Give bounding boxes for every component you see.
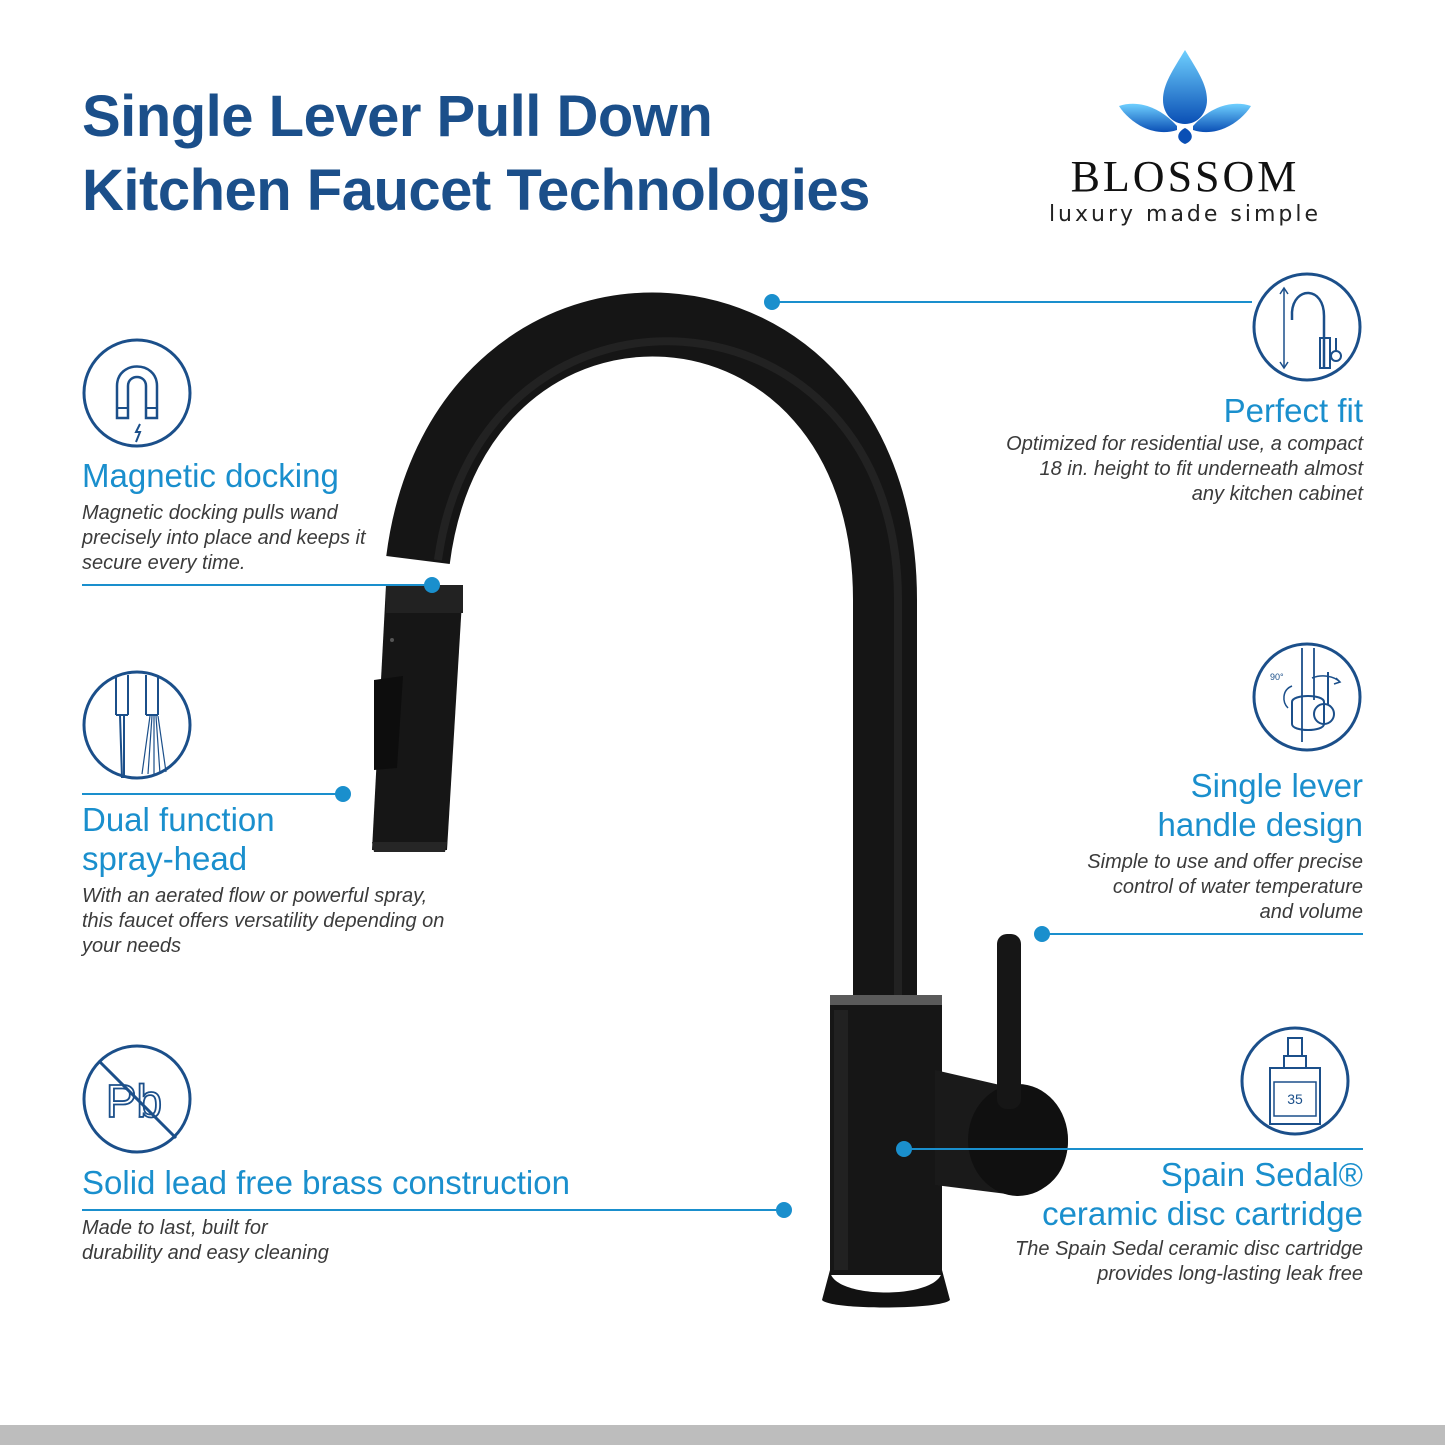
lead-free-desc-line1: Made to last, built for <box>82 1217 268 1239</box>
page-title-line1: Single Lever Pull Down <box>82 84 713 149</box>
single-lever-desc-line1: Simple to use and offer precise <box>1087 851 1363 873</box>
magnet-icon <box>82 338 192 448</box>
dual-function-title-line1: Dual function <box>82 801 275 838</box>
brand-name: BLOSSOM <box>1070 152 1300 201</box>
perfect-fit-desc-line2: 18 in. height to fit underneath almost <box>1039 458 1363 480</box>
cartridge-title <box>1042 1155 1363 1233</box>
dual-function-desc: With an aerated flow or powerful spray, this faucet offers versatility depending on your needs <box>82 885 445 957</box>
brand-tagline: luxury made simple <box>1048 202 1322 227</box>
cartridge-desc <box>1015 1237 1363 1287</box>
perfect-fit-title: Perfect fit <box>1223 392 1363 429</box>
cartridge-title-line1: Spain Sedal® <box>1160 1156 1363 1193</box>
single-lever-title-line2: handle design <box>1157 806 1363 843</box>
lead-free-icon <box>82 1044 192 1154</box>
single-lever-desc-line3: and volume <box>1259 901 1363 923</box>
lever-rotation-icon <box>1252 642 1362 752</box>
dual-function-title <box>82 800 275 878</box>
angle-label: 90° <box>1270 672 1284 682</box>
perfect-fit-desc-line1: Optimized for residential use, a compact <box>1006 433 1363 455</box>
magnetic-docking-desc: Magnetic docking pulls wand precisely into place and keeps it secure every time. <box>82 502 366 574</box>
cartridge-desc-line2: provides long-lasting leak free <box>1097 1263 1363 1285</box>
cartridge-title-line2: ceramic disc cartridge <box>1042 1195 1363 1232</box>
cartridge-label: 35 <box>1287 1091 1303 1107</box>
faucet-height-icon <box>1252 272 1362 382</box>
lead-free-desc-line2: durability and easy cleaning <box>82 1242 329 1264</box>
lead-symbol: Pb <box>105 1075 163 1127</box>
single-lever-desc <box>1087 850 1363 925</box>
magnetic-docking-title: Magnetic docking <box>82 457 339 494</box>
lead-free-title: Solid lead free brass construction <box>82 1164 570 1201</box>
cartridge-icon <box>1240 1026 1350 1136</box>
perfect-fit-desc <box>1006 432 1363 507</box>
perfect-fit-desc-line3: any kitchen cabinet <box>1191 483 1363 505</box>
spray-head-icon <box>82 670 192 780</box>
cartridge-desc-line1: The Spain Sedal ceramic disc cartridge <box>1015 1238 1363 1260</box>
single-lever-title <box>1157 766 1363 844</box>
single-lever-desc-line2: control of water temperature <box>1112 876 1363 898</box>
lead-free-desc <box>82 1216 329 1266</box>
bottom-bar <box>0 1425 1445 1445</box>
single-lever-title-line1: Single lever <box>1190 767 1363 804</box>
page-title-line2: Kitchen Faucet Technologies <box>82 158 870 223</box>
dual-function-title-line2: spray-head <box>82 840 248 877</box>
